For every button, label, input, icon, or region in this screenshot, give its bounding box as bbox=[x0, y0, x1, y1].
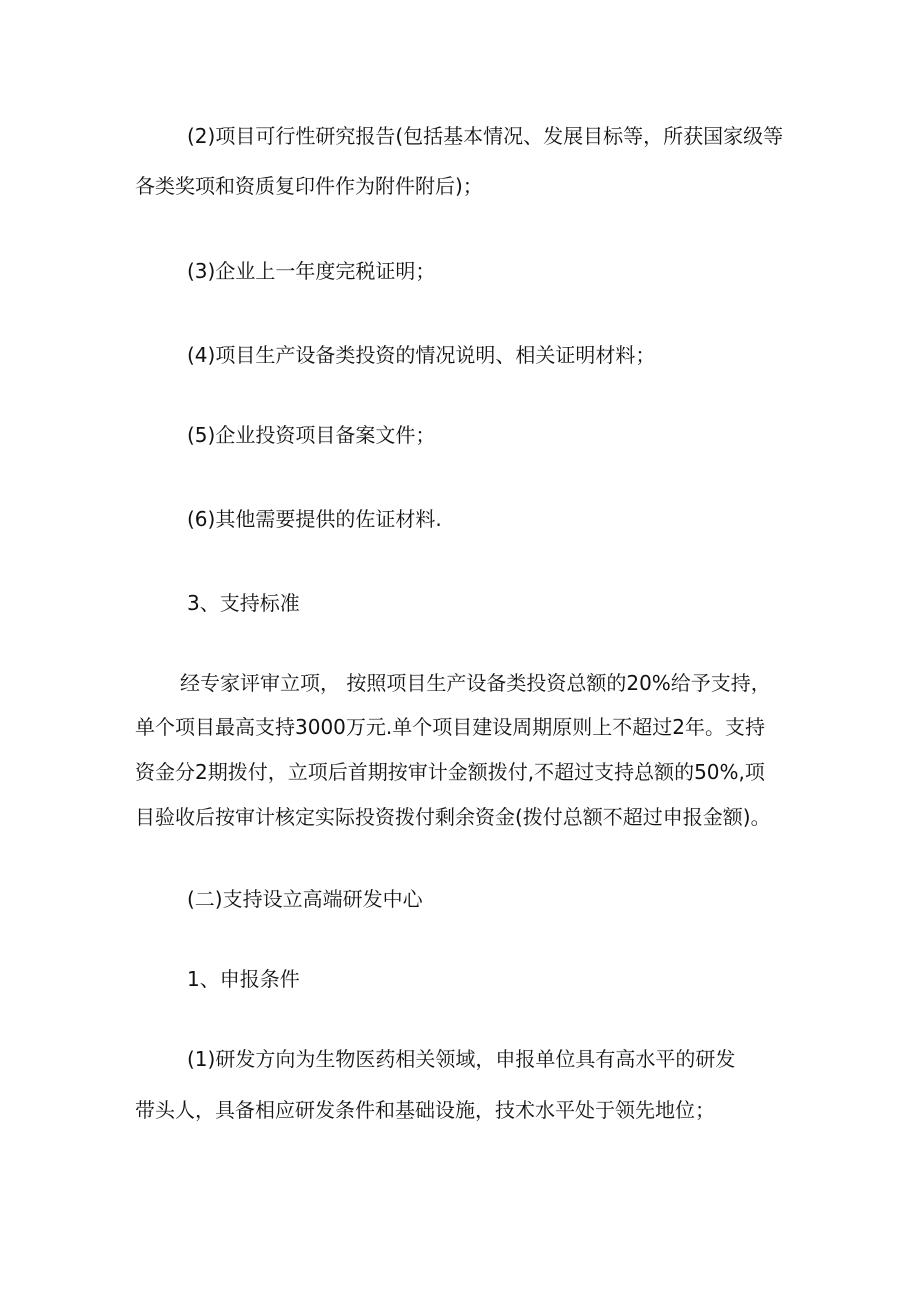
item-4: (4)项目生产设备类投资的情况说明、相关证明材料； bbox=[187, 343, 656, 367]
support-paragraph-line: 经专家评审立项， 按照项目生产设备类投资总额的20%给予支持， bbox=[180, 671, 771, 695]
condition-1-line-2: 带头人，具备相应研发条件和基础设施，技术水平处于领先地位； bbox=[135, 1098, 715, 1122]
support-paragraph-line: 目验收后按审计核定实际投资拨付剩余资金(拨付总额不超过申报金额)。 bbox=[135, 805, 771, 829]
item-2-line-1: (2)项目可行性研究报告(包括基本情况、发展目标等，所获国家级等 bbox=[187, 124, 784, 148]
condition-1-line-1: (1)研发方向为生物医药相关领域，申报单位具有高水平的研发 bbox=[187, 1047, 736, 1071]
item-5: (5)企业投资项目备案文件； bbox=[187, 423, 436, 447]
item-2-line-2: 各类奖项和资质复印件作为附件附后)； bbox=[135, 174, 483, 198]
support-paragraph-line: 资金分2期拨付，立项后首期按审计金额拨付,不超过支持总额的50%,项 bbox=[135, 760, 765, 784]
support-paragraph-line: 单个项目最高支持3000万元.单个项目建设周期原则上不超过2年。支持 bbox=[135, 715, 765, 739]
item-3: (3)企业上一年度完税证明； bbox=[187, 259, 436, 283]
section-3-heading: 3、支持标准 bbox=[187, 591, 300, 615]
section-two-heading: (二)支持设立高端研发中心 bbox=[187, 887, 423, 911]
item-6: (6)其他需要提供的佐证材料. bbox=[187, 507, 442, 531]
subsection-1-heading: 1、申报条件 bbox=[187, 967, 300, 991]
